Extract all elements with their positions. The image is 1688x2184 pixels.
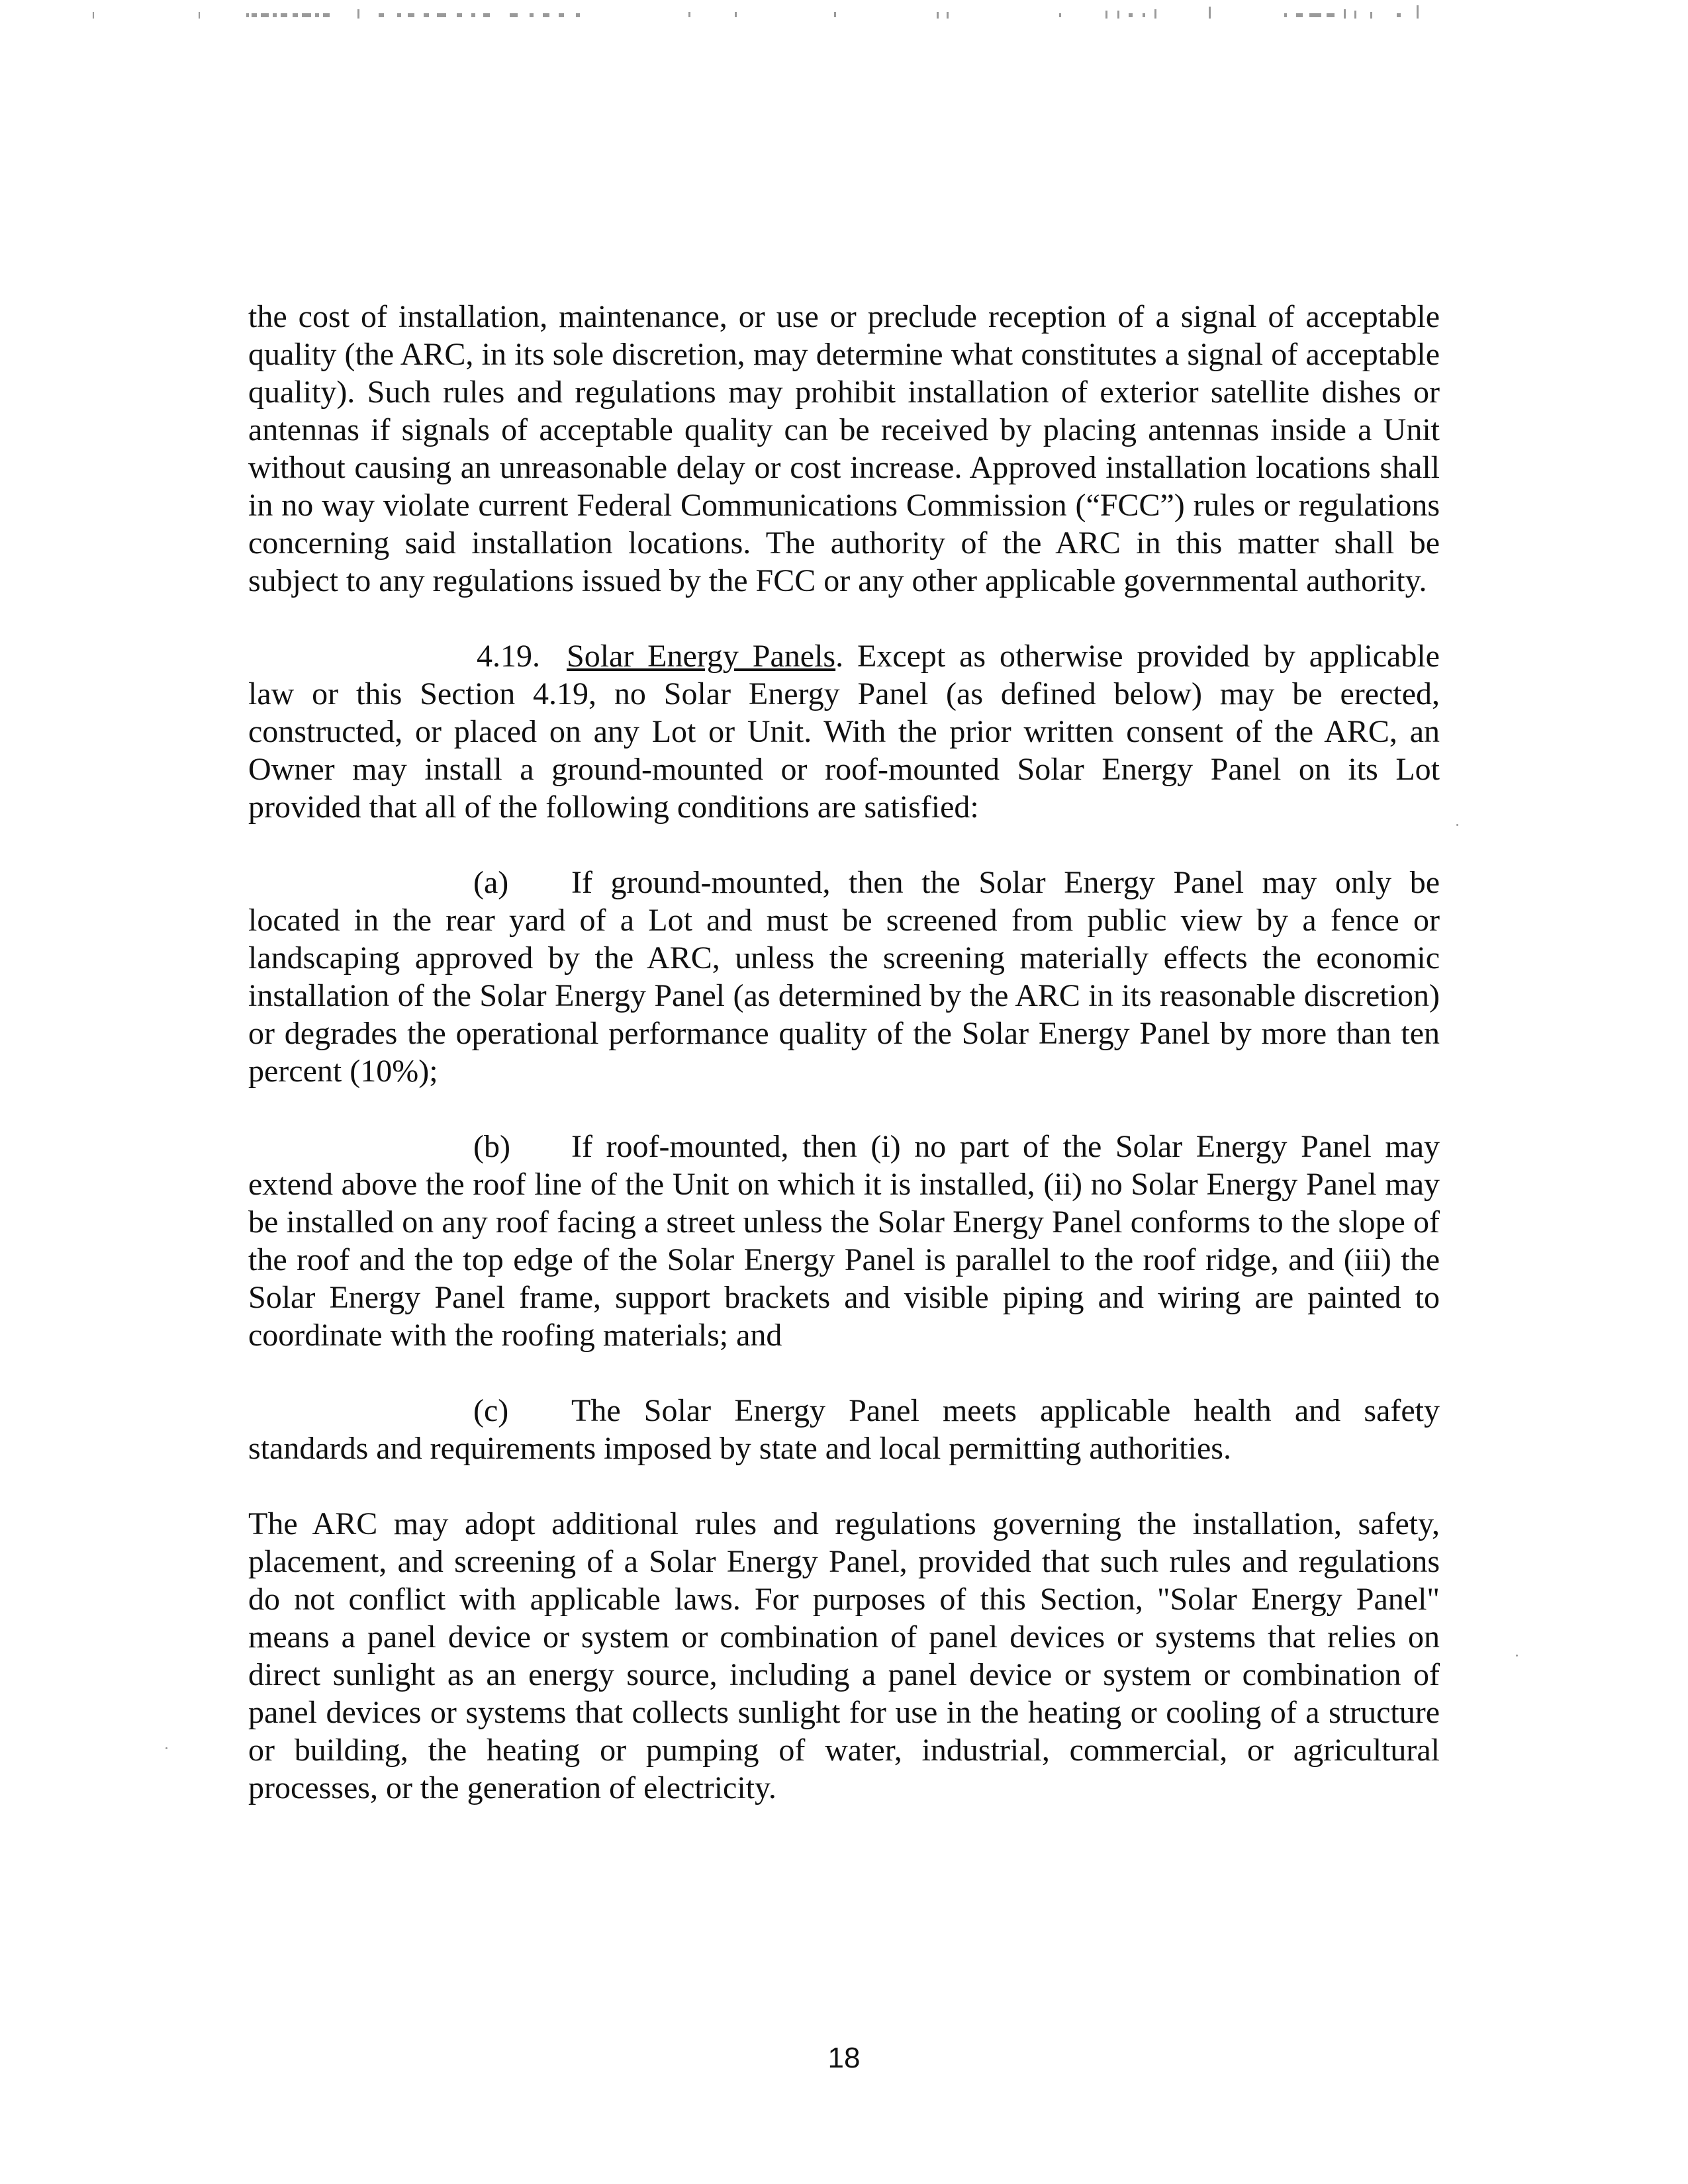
section-number: 4.19. xyxy=(477,639,540,674)
subsection-b xyxy=(248,1128,1440,1354)
scan-speck xyxy=(1516,1655,1518,1657)
section-4-19-paragraph xyxy=(248,637,1440,826)
section-heading: Solar Energy Panels xyxy=(567,639,836,674)
scan-speck xyxy=(165,1747,167,1749)
section-intro-text: . Except as otherwise provided by applicable law or this Section 4.19, no Solar Energy Panel (as defined below) may be erected, constructed, or placed on any Lot or Unit. With the prior written consent of the ARC, an Owner may install a ground-mounted or roof-mounted Solar Energy Panel on its Lot provided that all of the following conditions are satisfied: xyxy=(248,639,1440,825)
subsection-label: (b) xyxy=(473,1129,510,1164)
page-number: 18 xyxy=(827,2042,861,2074)
subsection-text: If ground-mounted, then the Solar Energy Panel may only be located in the rear yard of a Lot and must be screened from public view by a fence or landscaping approved by the ARC, unless the screening materially effects the economic installation of the Solar Energy Panel (as determined by the ARC in its reasonable discretion) or degrades the operational performance quality of the Solar Energy Panel by more than ten percent (10%); xyxy=(248,865,1440,1089)
subsection-text: The Solar Energy Panel meets applicable health and safety standards and requirements imposed by state and local permitting authorities. xyxy=(248,1393,1440,1466)
subsection-c xyxy=(248,1392,1440,1467)
continued-paragraph: the cost of installation, maintenance, or use or preclude reception of a signal of acceptable quality (the ARC, in its sole discretion, may determine what constitutes a signal of acceptable quality). Such rules and regulations may prohibit installation of exterior satellite dishes or antennas if signals of acceptable quality can be received by placing antennas inside a Unit without causing an unreasonable delay or cost increase. Approved installation locations shall in no way violate current Federal Communications Commission (“FCC”) rules or regulations concerning said installation locations. The authority of the ARC in this matter shall be subject to any regulations issued by the FCC or any other applicable governmental authority. xyxy=(248,299,1440,598)
subsection-label: (a) xyxy=(473,865,509,900)
subsection-a xyxy=(248,864,1440,1090)
scan-speck xyxy=(1456,824,1458,826)
closing-paragraph: The ARC may adopt additional rules and regulations governing the installation, safety, placement, and screening of a Solar Energy Panel, provided that such rules and regulations do not conflict with applicable laws. For purposes of this Section, "Solar Energy Panel" means a panel device or system or combination of panel devices or systems that relies on direct sunlight as an energy source, including a panel device or system or combination of panel devices or systems that collects sunlight for use in the heating or cooling of a structure or building, the heating or pumping of water, industrial, commercial, or agricultural processes, or the generation of electricity. xyxy=(248,1506,1440,1805)
scan-artifact-strip xyxy=(0,0,1688,40)
subsection-label: (c) xyxy=(473,1393,509,1428)
subsection-text: If roof-mounted, then (i) no part of the Solar Energy Panel may extend above the roof line of the Unit on which it is installed, (ii) no Solar Energy Panel may be installed on any roof facing a street unless the Solar Energy Panel conforms to the slope of the roof and the top edge of the Solar Energy Panel is parallel to the roof ridge, and (iii) the Solar Energy Panel frame, support brackets and visible piping and wiring are painted to coordinate with the roofing materials; and xyxy=(248,1129,1440,1353)
document-body xyxy=(248,298,1440,1807)
